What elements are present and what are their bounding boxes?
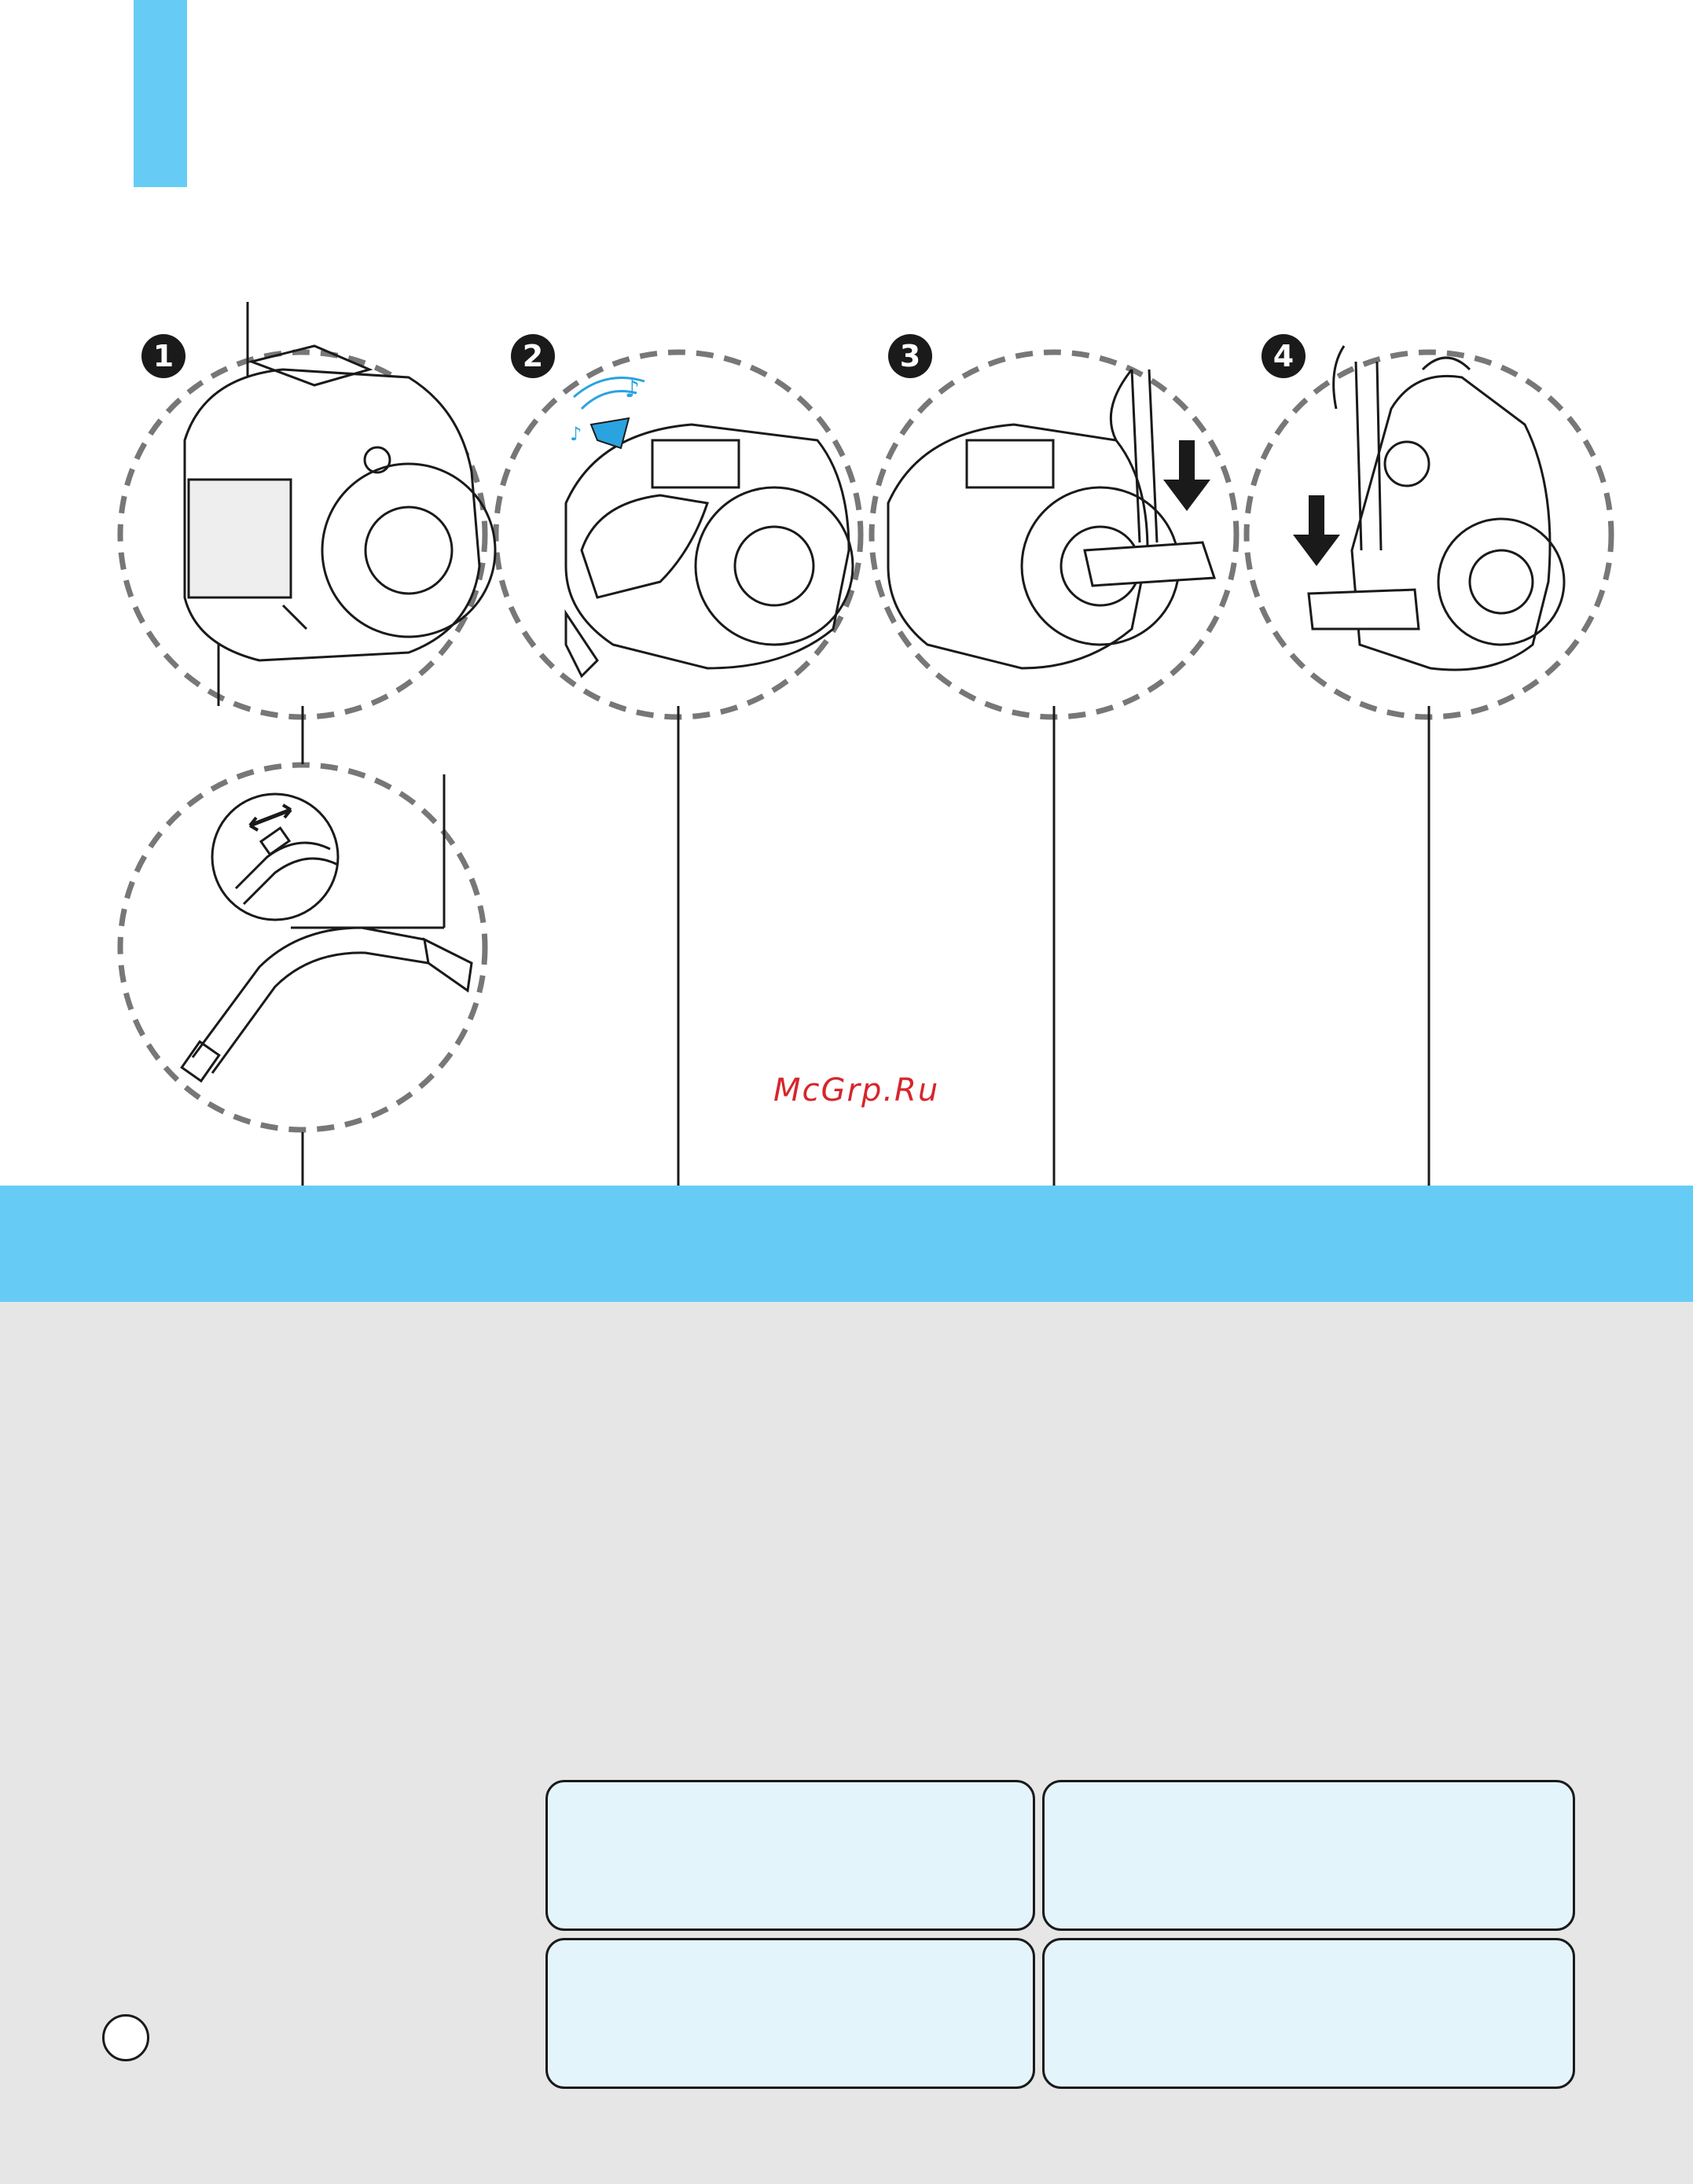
info-box-3 (545, 1938, 1035, 2089)
svg-text:♪: ♪ (625, 376, 641, 403)
svg-text:♪: ♪ (570, 423, 582, 445)
vacuum-step2 (566, 425, 853, 676)
page-number-circle (102, 2014, 149, 2061)
step-number-4: 4 (1261, 334, 1306, 378)
step-number-3: 3 (888, 334, 932, 378)
vacuum-step1 (185, 346, 495, 660)
info-box-1 (545, 1780, 1035, 1931)
arrow-down-icon-2 (1293, 495, 1340, 566)
info-box-4 (1042, 1938, 1575, 2089)
hose-handle-detail (182, 794, 472, 1081)
info-box-2 (1042, 1780, 1575, 1931)
vacuum-step4 (1309, 346, 1564, 670)
blue-header-band (0, 1186, 1693, 1302)
step-number-2: 2 (511, 334, 555, 378)
vacuum-step3 (888, 370, 1214, 668)
step-number-1: 1 (141, 334, 185, 378)
arrow-down-icon (1163, 440, 1210, 511)
watermark: McGrp.Ru (773, 1072, 940, 1109)
